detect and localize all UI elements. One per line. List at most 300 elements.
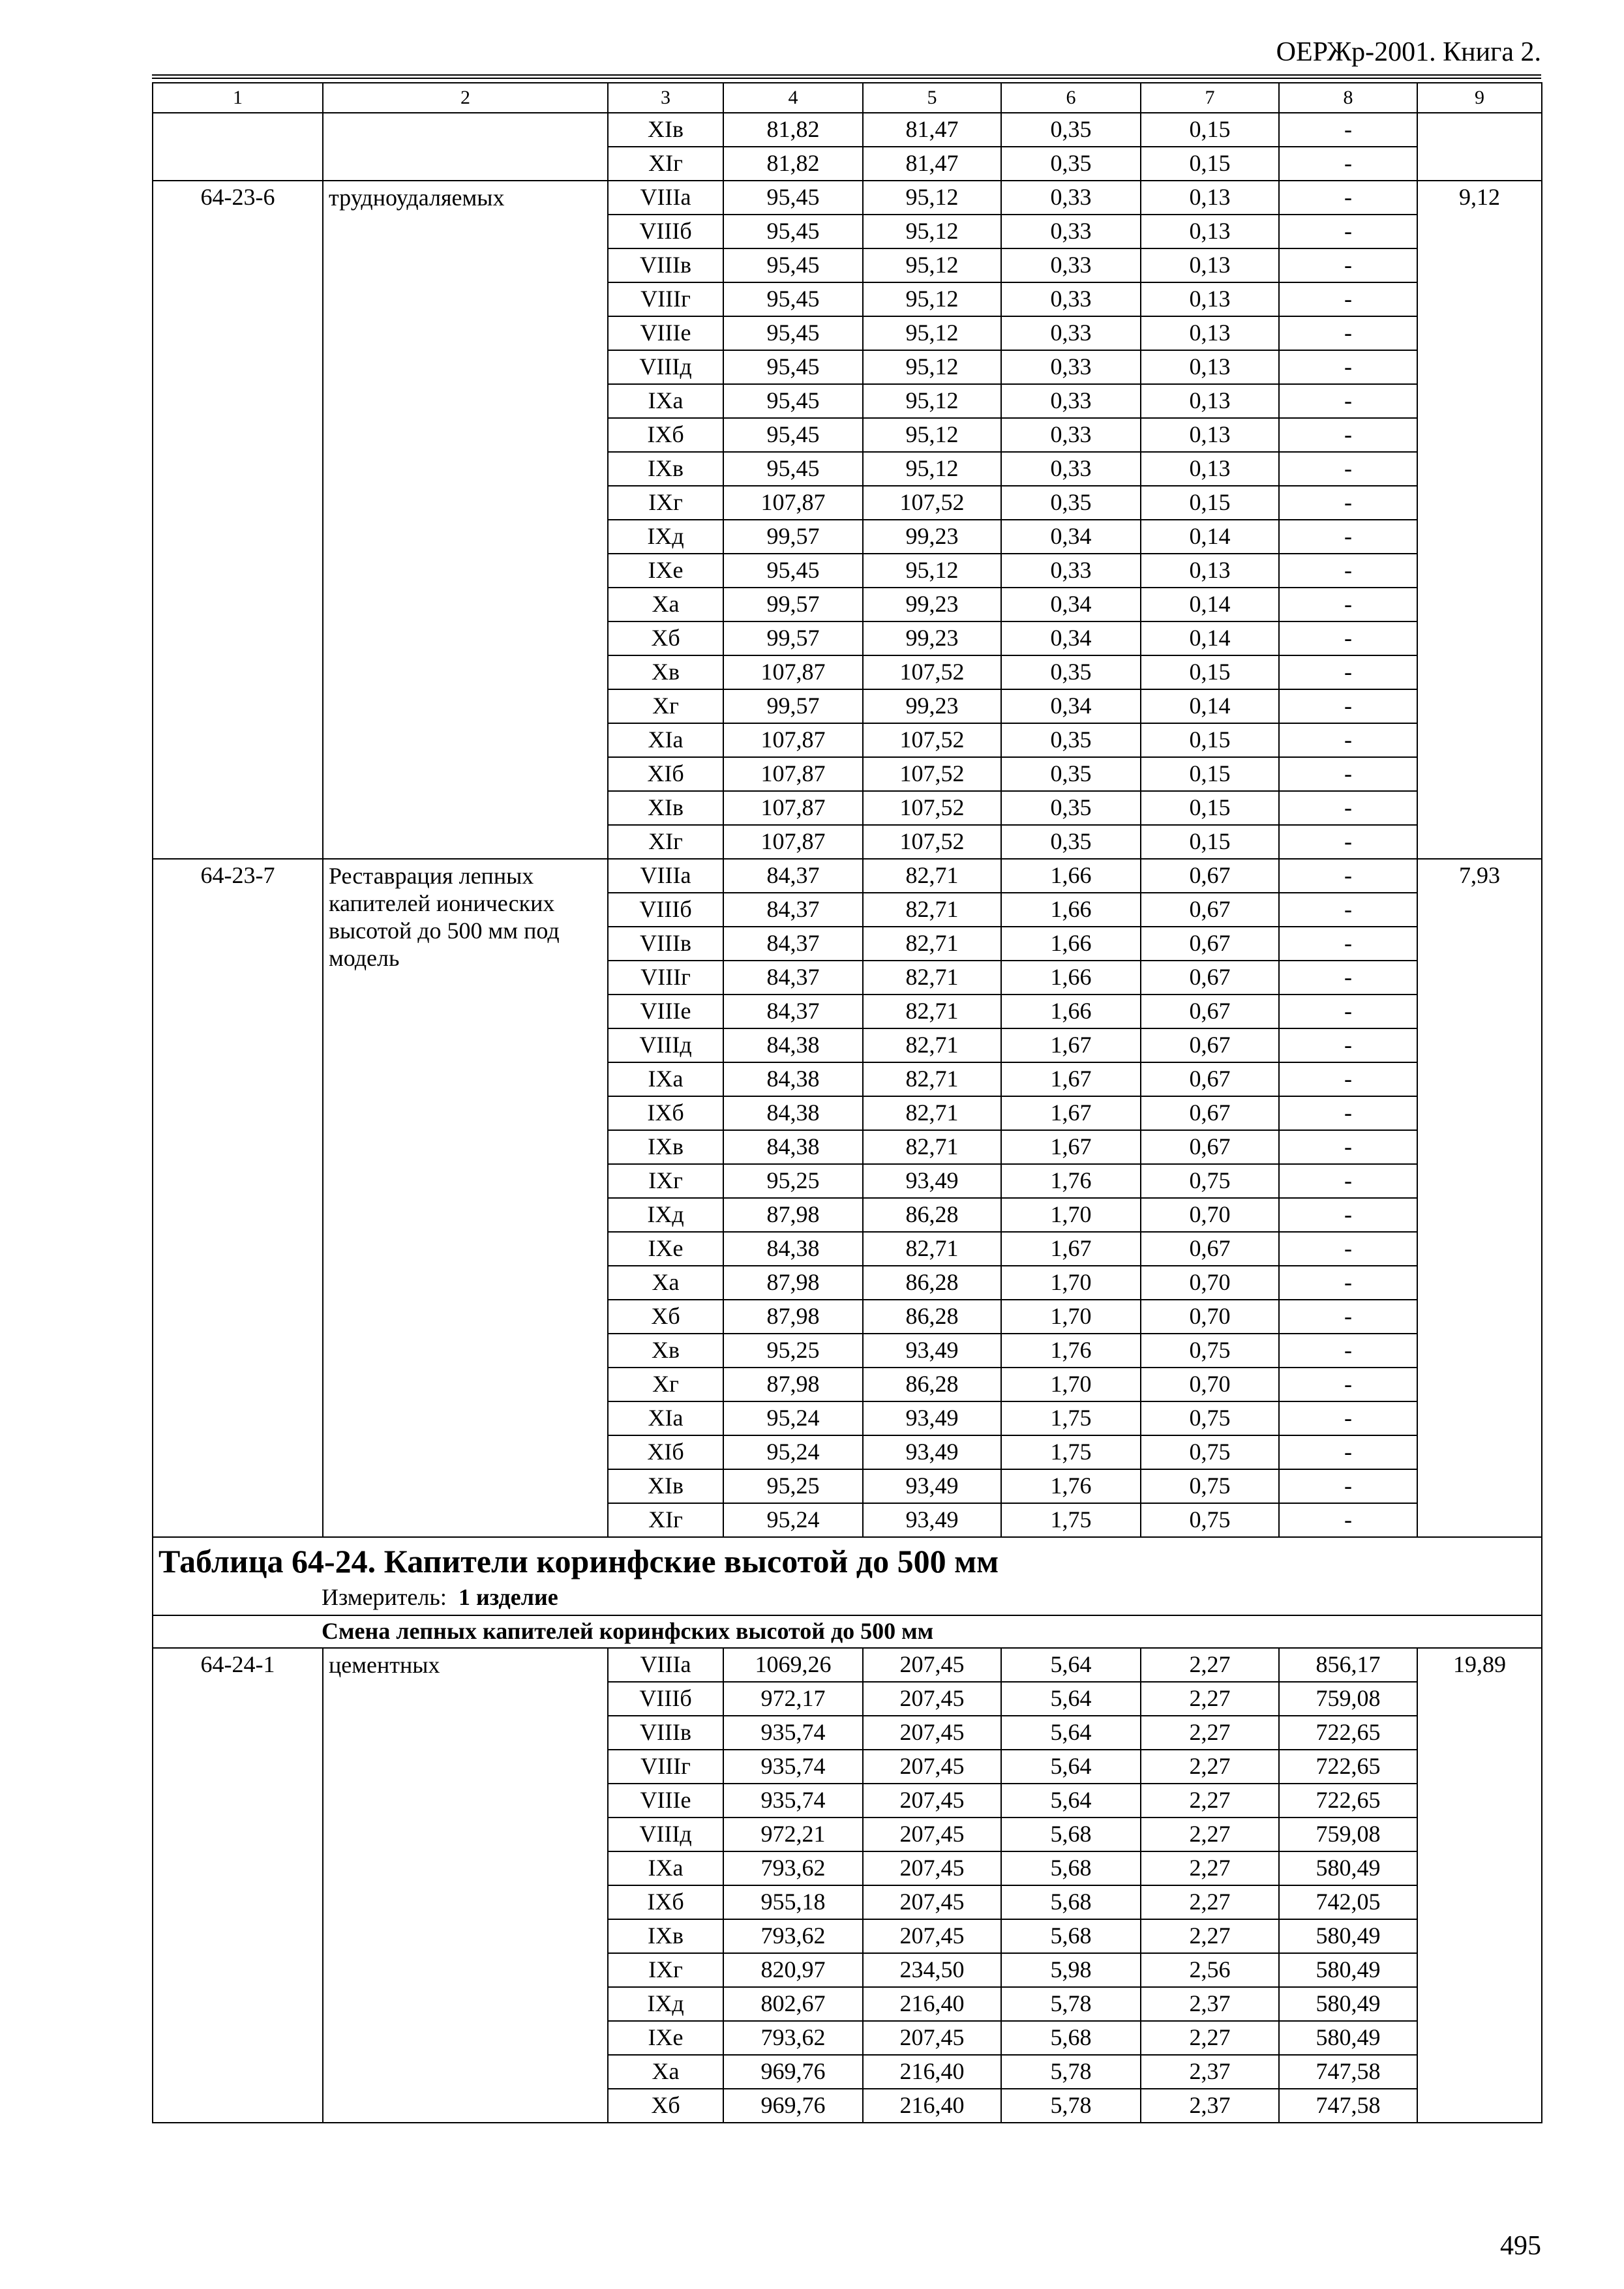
machine-cost-cell: 0,33 <box>1001 282 1141 316</box>
machine-cost-cell: 0,35 <box>1001 791 1141 825</box>
machine-cost-cell: 1,75 <box>1001 1435 1141 1469</box>
driver-wage-cell: 2,27 <box>1141 1648 1279 1682</box>
machine-cost-cell: 0,33 <box>1001 554 1141 588</box>
direct-cost-cell: 95,45 <box>723 554 863 588</box>
labor-cost-cell: 95,12 <box>863 316 1001 350</box>
driver-wage-cell: 2,37 <box>1141 2089 1279 2123</box>
driver-wage-cell: 0,67 <box>1141 1232 1279 1266</box>
materials-cost-cell: - <box>1279 995 1417 1028</box>
materials-cost-cell: - <box>1279 1164 1417 1198</box>
labor-cost-cell: 107,52 <box>863 757 1001 791</box>
materials-cost-cell: - <box>1279 520 1417 554</box>
direct-cost-cell: 95,45 <box>723 452 863 486</box>
rate-code <box>153 113 323 181</box>
zone-cell: XIв <box>608 113 723 147</box>
machine-cost-cell: 5,78 <box>1001 1987 1141 2021</box>
materials-cost-cell: - <box>1279 757 1417 791</box>
driver-wage-cell: 0,75 <box>1141 1435 1279 1469</box>
header-title: ОЕРЖр-2001. Книга 2. <box>1276 37 1541 67</box>
labor-cost-cell: 81,47 <box>863 113 1001 147</box>
zone-cell: IXд <box>608 1198 723 1232</box>
machine-cost-cell: 5,68 <box>1001 2021 1141 2055</box>
driver-wage-cell: 0,67 <box>1141 995 1279 1028</box>
table-row <box>153 113 1542 147</box>
labor-cost-cell: 99,23 <box>863 588 1001 621</box>
machine-cost-cell: 0,33 <box>1001 418 1141 452</box>
labor-cost-cell: 99,23 <box>863 520 1001 554</box>
materials-cost-cell: - <box>1279 554 1417 588</box>
column-number: 6 <box>1001 83 1141 113</box>
driver-wage-cell: 0,13 <box>1141 452 1279 486</box>
machine-cost-cell: 5,64 <box>1001 1750 1141 1784</box>
labor-cost-cell: 95,12 <box>863 181 1001 215</box>
column-number: 7 <box>1141 83 1279 113</box>
zone-cell: VIIIе <box>608 1784 723 1818</box>
materials-cost-cell: - <box>1279 486 1417 520</box>
driver-wage-cell: 2,56 <box>1141 1953 1279 1987</box>
machine-cost-cell: 1,66 <box>1001 961 1141 995</box>
machine-cost-cell: 0,33 <box>1001 181 1141 215</box>
direct-cost-cell: 84,38 <box>723 1130 863 1164</box>
zone-cell: VIIIе <box>608 995 723 1028</box>
machine-cost-cell: 0,35 <box>1001 655 1141 689</box>
zone-cell: VIIIе <box>608 316 723 350</box>
zone-cell: VIIIг <box>608 1750 723 1784</box>
direct-cost-cell: 84,37 <box>723 927 863 961</box>
zone-cell: IXг <box>608 1164 723 1198</box>
driver-wage-cell: 2,27 <box>1141 1919 1279 1953</box>
direct-cost-cell: 793,62 <box>723 2021 863 2055</box>
zone-cell: IXе <box>608 1232 723 1266</box>
machine-cost-cell: 1,67 <box>1001 1130 1141 1164</box>
materials-cost-cell: - <box>1279 384 1417 418</box>
direct-cost-cell: 802,67 <box>723 1987 863 2021</box>
zone-cell: IXб <box>608 418 723 452</box>
header-rule <box>152 74 1541 79</box>
machine-cost-cell: 0,33 <box>1001 215 1141 248</box>
zone-cell: IXг <box>608 486 723 520</box>
zone-cell: XIа <box>608 723 723 757</box>
labor-cost-cell: 216,40 <box>863 2089 1001 2123</box>
zone-cell: XIв <box>608 791 723 825</box>
labor-cost-cell: 82,71 <box>863 1096 1001 1130</box>
zone-cell: XIг <box>608 1503 723 1537</box>
direct-cost-cell: 935,74 <box>723 1716 863 1750</box>
machine-cost-cell: 5,78 <box>1001 2055 1141 2089</box>
measure-line <box>158 1582 1536 1615</box>
direct-cost-cell: 84,38 <box>723 1062 863 1096</box>
direct-cost-cell: 84,38 <box>723 1028 863 1062</box>
zone-cell: VIIIг <box>608 961 723 995</box>
materials-cost-cell: 856,17 <box>1279 1648 1417 1682</box>
zone-cell: VIIIг <box>608 282 723 316</box>
direct-cost-cell: 84,38 <box>723 1232 863 1266</box>
labor-cost-cell: 95,12 <box>863 350 1001 384</box>
materials-cost-cell: - <box>1279 350 1417 384</box>
machine-cost-cell: 0,34 <box>1001 588 1141 621</box>
materials-cost-cell: - <box>1279 215 1417 248</box>
labor-cost-cell: 93,49 <box>863 1334 1001 1368</box>
materials-cost-cell: - <box>1279 927 1417 961</box>
machine-cost-cell: 1,66 <box>1001 893 1141 927</box>
zone-cell: VIIIд <box>608 1028 723 1062</box>
zone-cell: Xг <box>608 1368 723 1401</box>
direct-cost-cell: 84,37 <box>723 859 863 893</box>
zone-cell: IXа <box>608 1062 723 1096</box>
materials-cost-cell: - <box>1279 655 1417 689</box>
direct-cost-cell: 820,97 <box>723 1953 863 1987</box>
zone-cell: IXг <box>608 1953 723 1987</box>
labor-cost-cell: 207,45 <box>863 1682 1001 1716</box>
labor-cost-cell: 95,12 <box>863 282 1001 316</box>
materials-cost-cell: 580,49 <box>1279 2021 1417 2055</box>
driver-wage-cell: 0,67 <box>1141 1062 1279 1096</box>
direct-cost-cell: 87,98 <box>723 1198 863 1232</box>
zone-cell: Xг <box>608 689 723 723</box>
labor-hours-cell: 19,89 <box>1417 1648 1542 2123</box>
labor-cost-cell: 82,71 <box>863 1062 1001 1096</box>
materials-cost-cell: - <box>1279 893 1417 927</box>
labor-cost-cell: 95,12 <box>863 452 1001 486</box>
zone-cell: VIIIб <box>608 215 723 248</box>
direct-cost-cell: 95,45 <box>723 350 863 384</box>
machine-cost-cell: 0,33 <box>1001 452 1141 486</box>
labor-cost-cell: 107,52 <box>863 723 1001 757</box>
direct-cost-cell: 81,82 <box>723 113 863 147</box>
driver-wage-cell: 2,27 <box>1141 1682 1279 1716</box>
machine-cost-cell: 1,70 <box>1001 1300 1141 1334</box>
machine-cost-cell: 1,67 <box>1001 1028 1141 1062</box>
machine-cost-cell: 1,76 <box>1001 1469 1141 1503</box>
driver-wage-cell: 0,14 <box>1141 520 1279 554</box>
direct-cost-cell: 84,37 <box>723 995 863 1028</box>
machine-cost-cell: 0,35 <box>1001 147 1141 181</box>
driver-wage-cell: 0,67 <box>1141 1096 1279 1130</box>
column-number: 5 <box>863 83 1001 113</box>
materials-cost-cell: - <box>1279 147 1417 181</box>
zone-cell: XIг <box>608 147 723 181</box>
direct-cost-cell: 99,57 <box>723 689 863 723</box>
materials-cost-cell: - <box>1279 1334 1417 1368</box>
labor-cost-cell: 207,45 <box>863 2021 1001 2055</box>
driver-wage-cell: 0,70 <box>1141 1198 1279 1232</box>
labor-cost-cell: 216,40 <box>863 1987 1001 2021</box>
labor-cost-cell: 95,12 <box>863 384 1001 418</box>
direct-cost-cell: 969,76 <box>723 2089 863 2123</box>
driver-wage-cell: 2,27 <box>1141 1716 1279 1750</box>
machine-cost-cell: 1,66 <box>1001 927 1141 961</box>
labor-cost-cell: 234,50 <box>863 1953 1001 1987</box>
labor-cost-cell: 107,52 <box>863 655 1001 689</box>
machine-cost-cell: 1,76 <box>1001 1334 1141 1368</box>
driver-wage-cell: 2,27 <box>1141 1885 1279 1919</box>
driver-wage-cell: 0,70 <box>1141 1266 1279 1300</box>
work-name <box>323 113 608 181</box>
rate-code: 64-24-1 <box>153 1648 323 2123</box>
labor-cost-cell: 207,45 <box>863 1750 1001 1784</box>
driver-wage-cell: 0,75 <box>1141 1334 1279 1368</box>
driver-wage-cell: 0,67 <box>1141 859 1279 893</box>
machine-cost-cell: 1,75 <box>1001 1503 1141 1537</box>
labor-cost-cell: 93,49 <box>863 1164 1001 1198</box>
direct-cost-cell: 95,24 <box>723 1401 863 1435</box>
zone-cell: VIIIд <box>608 1818 723 1851</box>
rates-table <box>152 82 1542 2123</box>
labor-cost-cell: 95,12 <box>863 418 1001 452</box>
labor-cost-cell: 93,49 <box>863 1435 1001 1469</box>
zone-cell: XIв <box>608 1469 723 1503</box>
table-row <box>153 859 1542 893</box>
direct-cost-cell: 87,98 <box>723 1266 863 1300</box>
driver-wage-cell: 2,27 <box>1141 1750 1279 1784</box>
driver-wage-cell: 0,67 <box>1141 927 1279 961</box>
machine-cost-cell: 1,70 <box>1001 1368 1141 1401</box>
driver-wage-cell: 2,27 <box>1141 1818 1279 1851</box>
materials-cost-cell: 722,65 <box>1279 1750 1417 1784</box>
zone-cell: Xб <box>608 621 723 655</box>
labor-cost-cell: 207,45 <box>863 1648 1001 1682</box>
zone-cell: IXв <box>608 1130 723 1164</box>
table-row <box>153 181 1542 215</box>
zone-cell: VIIIб <box>608 1682 723 1716</box>
table-64-24-heading <box>153 1537 1542 1648</box>
machine-cost-cell: 1,76 <box>1001 1164 1141 1198</box>
direct-cost-cell: 84,37 <box>723 961 863 995</box>
materials-cost-cell: - <box>1279 1401 1417 1435</box>
materials-cost-cell: - <box>1279 1130 1417 1164</box>
machine-cost-cell: 5,68 <box>1001 1919 1141 1953</box>
direct-cost-cell: 1069,26 <box>723 1648 863 1682</box>
labor-cost-cell: 99,23 <box>863 689 1001 723</box>
materials-cost-cell: 580,49 <box>1279 1919 1417 1953</box>
driver-wage-cell: 0,14 <box>1141 621 1279 655</box>
driver-wage-cell: 0,67 <box>1141 1130 1279 1164</box>
materials-cost-cell: 580,49 <box>1279 1987 1417 2021</box>
driver-wage-cell: 0,15 <box>1141 655 1279 689</box>
materials-cost-cell: - <box>1279 418 1417 452</box>
work-name: Реставрация лепных капителей ионических высотой до 500 мм под модель <box>323 859 608 1537</box>
driver-wage-cell: 0,13 <box>1141 248 1279 282</box>
labor-cost-cell: 82,71 <box>863 859 1001 893</box>
table-title: Таблица 64-24. Капители коринфские высотой до 500 мм <box>158 1543 999 1579</box>
measure-value: 1 изделие <box>459 1584 558 1610</box>
materials-cost-cell: - <box>1279 588 1417 621</box>
machine-cost-cell: 5,68 <box>1001 1818 1141 1851</box>
direct-cost-cell: 87,98 <box>723 1368 863 1401</box>
labor-cost-cell: 86,28 <box>863 1368 1001 1401</box>
driver-wage-cell: 0,15 <box>1141 147 1279 181</box>
driver-wage-cell: 0,15 <box>1141 113 1279 147</box>
machine-cost-cell: 5,64 <box>1001 1682 1141 1716</box>
direct-cost-cell: 95,25 <box>723 1469 863 1503</box>
direct-cost-cell: 99,57 <box>723 621 863 655</box>
direct-cost-cell: 95,45 <box>723 248 863 282</box>
machine-cost-cell: 0,35 <box>1001 113 1141 147</box>
machine-cost-cell: 1,75 <box>1001 1401 1141 1435</box>
materials-cost-cell: 722,65 <box>1279 1784 1417 1818</box>
machine-cost-cell: 1,70 <box>1001 1198 1141 1232</box>
labor-cost-cell: 216,40 <box>863 2055 1001 2089</box>
driver-wage-cell: 0,15 <box>1141 791 1279 825</box>
zone-cell: IXа <box>608 384 723 418</box>
machine-cost-cell: 1,67 <box>1001 1096 1141 1130</box>
materials-cost-cell: - <box>1279 689 1417 723</box>
materials-cost-cell: - <box>1279 723 1417 757</box>
direct-cost-cell: 95,25 <box>723 1334 863 1368</box>
zone-cell: Xа <box>608 588 723 621</box>
zone-cell: XIа <box>608 1401 723 1435</box>
labor-cost-cell: 207,45 <box>863 1885 1001 1919</box>
labor-cost-cell: 107,52 <box>863 791 1001 825</box>
driver-wage-cell: 0,14 <box>1141 689 1279 723</box>
table-body-after <box>153 1648 1542 2123</box>
materials-cost-cell: - <box>1279 1266 1417 1300</box>
column-number: 8 <box>1279 83 1417 113</box>
driver-wage-cell: 0,15 <box>1141 486 1279 520</box>
direct-cost-cell: 95,45 <box>723 384 863 418</box>
machine-cost-cell: 0,34 <box>1001 621 1141 655</box>
labor-cost-cell: 82,71 <box>863 961 1001 995</box>
driver-wage-cell: 2,27 <box>1141 1851 1279 1885</box>
materials-cost-cell: - <box>1279 113 1417 147</box>
labor-hours-cell <box>1417 113 1542 181</box>
direct-cost-cell: 935,74 <box>723 1784 863 1818</box>
materials-cost-cell: - <box>1279 791 1417 825</box>
zone-cell: Xв <box>608 655 723 689</box>
materials-cost-cell: - <box>1279 1232 1417 1266</box>
machine-cost-cell: 0,33 <box>1001 350 1141 384</box>
direct-cost-cell: 935,74 <box>723 1750 863 1784</box>
machine-cost-cell: 0,34 <box>1001 689 1141 723</box>
direct-cost-cell: 107,87 <box>723 791 863 825</box>
labor-cost-cell: 95,12 <box>863 248 1001 282</box>
materials-cost-cell: - <box>1279 1300 1417 1334</box>
zone-cell: Xа <box>608 2055 723 2089</box>
machine-cost-cell: 5,98 <box>1001 1953 1141 1987</box>
direct-cost-cell: 955,18 <box>723 1885 863 1919</box>
labor-hours-cell: 7,93 <box>1417 859 1542 1537</box>
machine-cost-cell: 0,35 <box>1001 723 1141 757</box>
driver-wage-cell: 0,70 <box>1141 1368 1279 1401</box>
measure-label: Измеритель: <box>322 1584 447 1610</box>
direct-cost-cell: 95,45 <box>723 418 863 452</box>
column-number: 3 <box>608 83 723 113</box>
zone-cell: IXб <box>608 1096 723 1130</box>
direct-cost-cell: 95,24 <box>723 1435 863 1469</box>
section-row <box>153 1615 1542 1648</box>
machine-cost-cell: 0,34 <box>1001 520 1141 554</box>
materials-cost-cell: - <box>1279 181 1417 215</box>
labor-cost-cell: 82,71 <box>863 1130 1001 1164</box>
labor-cost-cell: 82,71 <box>863 1232 1001 1266</box>
labor-cost-cell: 82,71 <box>863 927 1001 961</box>
materials-cost-cell: - <box>1279 621 1417 655</box>
materials-cost-cell: 722,65 <box>1279 1716 1417 1750</box>
driver-wage-cell: 0,75 <box>1141 1164 1279 1198</box>
materials-cost-cell: - <box>1279 282 1417 316</box>
column-number-row <box>153 83 1542 113</box>
direct-cost-cell: 969,76 <box>723 2055 863 2089</box>
zone-cell: IXв <box>608 452 723 486</box>
materials-cost-cell: - <box>1279 859 1417 893</box>
labor-cost-cell: 86,28 <box>863 1198 1001 1232</box>
zone-cell: XIг <box>608 825 723 859</box>
zone-cell: IXд <box>608 520 723 554</box>
labor-cost-cell: 93,49 <box>863 1503 1001 1537</box>
labor-cost-cell: 86,28 <box>863 1266 1001 1300</box>
materials-cost-cell: 580,49 <box>1279 1851 1417 1885</box>
labor-cost-cell: 93,49 <box>863 1469 1001 1503</box>
driver-wage-cell: 0,13 <box>1141 215 1279 248</box>
materials-cost-cell: 742,05 <box>1279 1885 1417 1919</box>
driver-wage-cell: 0,13 <box>1141 554 1279 588</box>
zone-cell: IXе <box>608 554 723 588</box>
labor-cost-cell: 82,71 <box>863 995 1001 1028</box>
table-body-before <box>153 83 1542 1537</box>
materials-cost-cell: 759,08 <box>1279 1818 1417 1851</box>
zone-cell: Xв <box>608 1334 723 1368</box>
zone-cell: VIIIб <box>608 893 723 927</box>
driver-wage-cell: 0,13 <box>1141 418 1279 452</box>
driver-wage-cell: 2,27 <box>1141 2021 1279 2055</box>
machine-cost-cell: 5,68 <box>1001 1885 1141 1919</box>
direct-cost-cell: 95,45 <box>723 316 863 350</box>
labor-hours-cell: 9,12 <box>1417 181 1542 859</box>
labor-cost-cell: 95,12 <box>863 215 1001 248</box>
materials-cost-cell: - <box>1279 1028 1417 1062</box>
table-title-row <box>153 1537 1542 1615</box>
materials-cost-cell: - <box>1279 316 1417 350</box>
zone-cell: VIIIа <box>608 1648 723 1682</box>
labor-cost-cell: 207,45 <box>863 1851 1001 1885</box>
materials-cost-cell: 747,58 <box>1279 2055 1417 2089</box>
direct-cost-cell: 793,62 <box>723 1919 863 1953</box>
labor-cost-cell: 82,71 <box>863 1028 1001 1062</box>
direct-cost-cell: 107,87 <box>723 723 863 757</box>
labor-cost-cell: 207,45 <box>863 1818 1001 1851</box>
driver-wage-cell: 2,37 <box>1141 1987 1279 2021</box>
section-heading: Смена лепных капителей коринфских высотой до 500 мм <box>153 1615 1542 1648</box>
zone-cell: IXа <box>608 1851 723 1885</box>
driver-wage-cell: 0,14 <box>1141 588 1279 621</box>
direct-cost-cell: 84,37 <box>723 893 863 927</box>
column-number: 9 <box>1417 83 1542 113</box>
zone-cell: VIIIв <box>608 927 723 961</box>
labor-cost-cell: 82,71 <box>863 893 1001 927</box>
machine-cost-cell: 0,33 <box>1001 248 1141 282</box>
driver-wage-cell: 0,67 <box>1141 1028 1279 1062</box>
machine-cost-cell: 0,33 <box>1001 384 1141 418</box>
direct-cost-cell: 84,38 <box>723 1096 863 1130</box>
labor-cost-cell: 95,12 <box>863 554 1001 588</box>
direct-cost-cell: 107,87 <box>723 757 863 791</box>
machine-cost-cell: 1,66 <box>1001 995 1141 1028</box>
table-title-cell <box>153 1537 1542 1615</box>
zone-cell: Xб <box>608 1300 723 1334</box>
zone-cell: Xб <box>608 2089 723 2123</box>
column-number: 2 <box>323 83 608 113</box>
direct-cost-cell: 99,57 <box>723 588 863 621</box>
driver-wage-cell: 0,67 <box>1141 961 1279 995</box>
direct-cost-cell: 95,45 <box>723 282 863 316</box>
work-name: цементных <box>323 1648 608 2123</box>
rate-code: 64-23-6 <box>153 181 323 859</box>
materials-cost-cell: 759,08 <box>1279 1682 1417 1716</box>
labor-cost-cell: 207,45 <box>863 1716 1001 1750</box>
machine-cost-cell: 5,68 <box>1001 1851 1141 1885</box>
driver-wage-cell: 0,13 <box>1141 384 1279 418</box>
labor-cost-cell: 86,28 <box>863 1300 1001 1334</box>
